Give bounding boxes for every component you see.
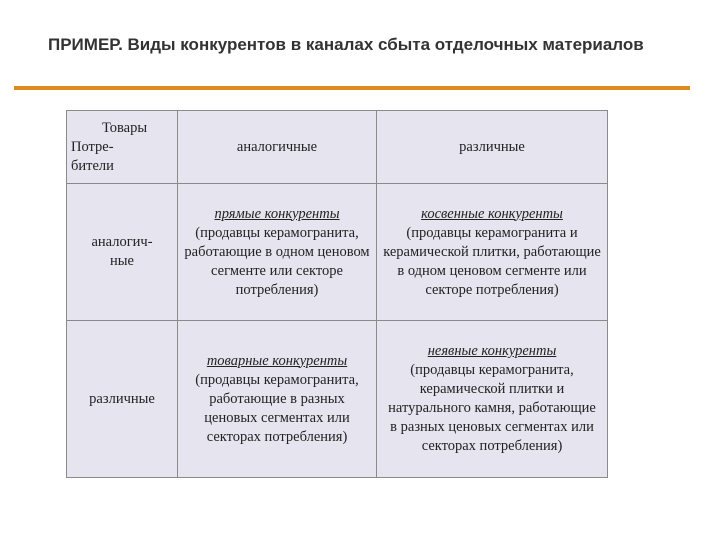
row-header-line1: аналогич-	[91, 234, 153, 250]
cell-body: (продавцы керамогранита, работающие в одном ценовом сегменте или секторе потребления)	[184, 224, 370, 298]
competitor-matrix	[66, 110, 608, 478]
cell-product-competitors	[178, 321, 377, 478]
corner-consumers-label	[71, 138, 114, 176]
row-header-analogous	[67, 184, 178, 321]
cell-body: (продавцы керамогранита, работающие в разных ценовых сегментах или секторах потребления)	[195, 371, 359, 445]
corner-cell	[67, 111, 178, 184]
title-underline	[14, 86, 690, 90]
table-row	[67, 321, 608, 478]
corner-consumers-line2: бители	[71, 158, 114, 174]
row-header-line1: различные	[89, 390, 155, 407]
cell-body: (продавцы керамогранита и керамической плитки, работающие в одном ценовом сегменте или секторе потребления)	[383, 224, 601, 298]
corner-goods-label: Товары	[102, 120, 148, 136]
table-row	[67, 184, 608, 321]
corner-consumers-line1: Потре-	[71, 139, 114, 155]
cell-body: (продавцы керамогранита, керамической плитки и натурального камня, работающие в разных ценовых сегментах или секторах потребления)	[388, 362, 596, 454]
slide-title: ПРИМЕР. Виды конкурентов в каналах сбыта отделочных материалов	[48, 35, 644, 54]
cell-heading: косвенные конкуренты	[421, 205, 563, 222]
table-header-row	[67, 111, 608, 184]
column-header-analogous: аналогичные	[178, 111, 377, 184]
cell-direct-competitors	[178, 184, 377, 321]
cell-implicit-competitors	[377, 321, 608, 478]
cell-heading: прямые конкуренты	[214, 205, 340, 222]
row-header-different	[67, 321, 178, 478]
cell-heading: неявные конкуренты	[427, 343, 557, 359]
column-header-different: различные	[377, 111, 608, 184]
row-header-line2: ные	[110, 253, 134, 269]
cell-indirect-competitors	[377, 184, 608, 321]
cell-heading: товарные конкуренты	[206, 352, 348, 369]
